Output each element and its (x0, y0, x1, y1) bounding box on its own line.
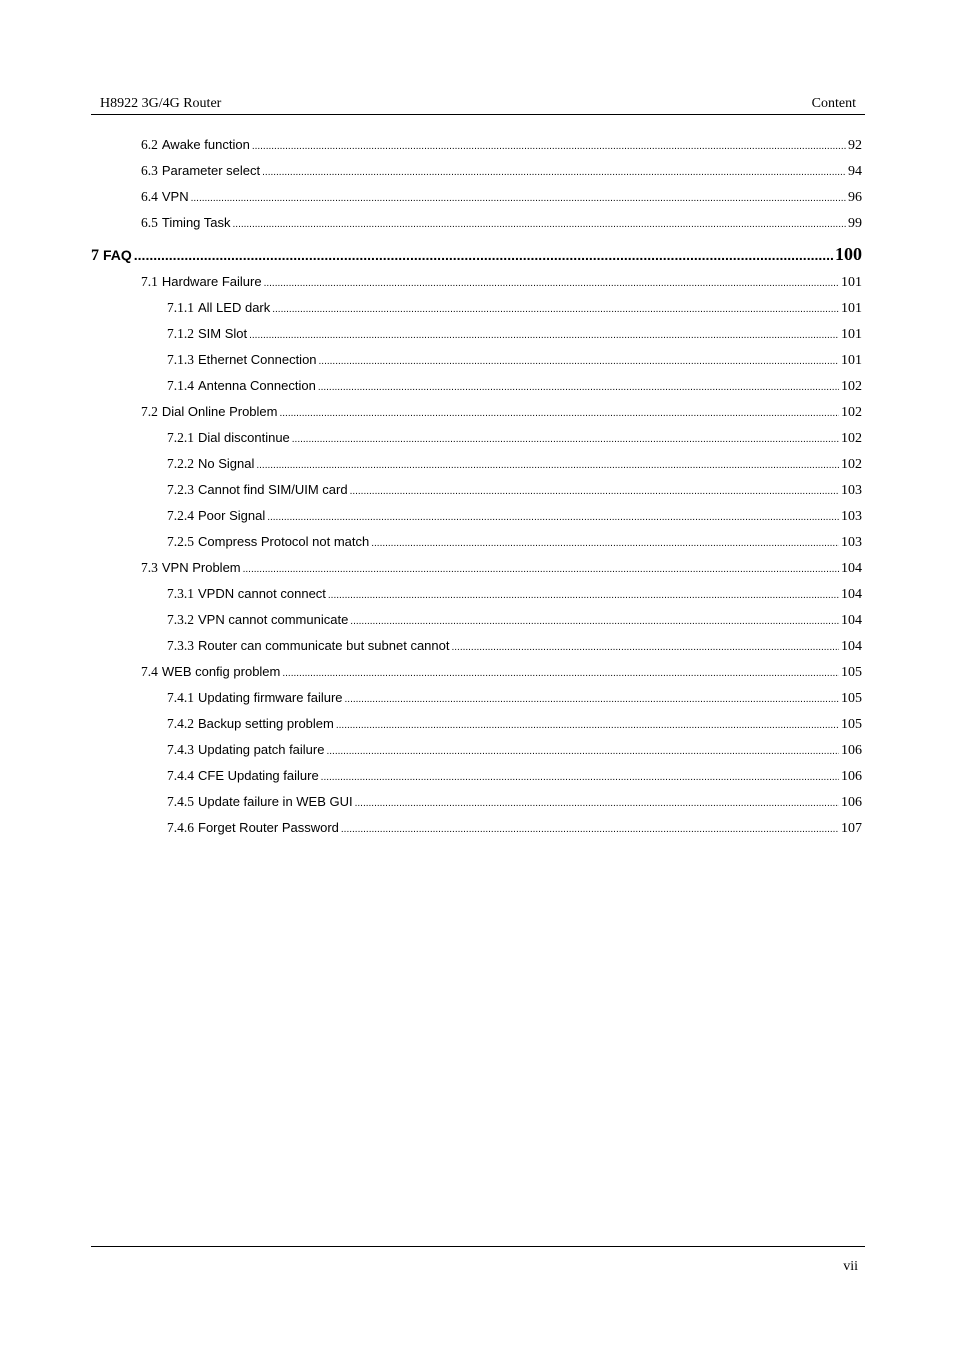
toc-dot-leader (282, 664, 839, 679)
toc-dot-leader (328, 586, 839, 601)
toc-dot-leader (264, 274, 839, 289)
toc-entry-page: 94 (848, 164, 862, 179)
toc-dot-leader (256, 456, 839, 471)
toc-entry-page: 102 (841, 405, 862, 420)
toc-entry-page: 102 (841, 431, 862, 446)
toc-entry[interactable] (167, 352, 862, 369)
toc-entry-page: 103 (841, 535, 862, 550)
toc-entry-title: VPN (161, 189, 189, 204)
toc-dot-leader (262, 163, 846, 178)
toc-entry-title: Hardware Failure (161, 274, 262, 289)
toc-entry[interactable] (167, 300, 862, 317)
toc-entry-page: 99 (848, 216, 862, 231)
toc-entry[interactable] (141, 189, 862, 206)
toc-entry-page: 103 (841, 509, 862, 524)
toc-entry-page: 103 (841, 483, 862, 498)
toc-entry[interactable] (167, 326, 862, 343)
toc-dot-leader (451, 638, 839, 653)
toc-entry-number: 6.2 (141, 137, 158, 152)
toc-entry[interactable] (141, 664, 862, 681)
toc-entry-page: 104 (841, 613, 862, 628)
toc-dot-leader (321, 768, 839, 783)
toc-entry-title: CFE Updating failure (198, 768, 319, 783)
toc-entry-number: 7.2.4 (167, 508, 194, 523)
toc-entry[interactable] (141, 404, 862, 421)
toc-entry[interactable] (167, 820, 862, 837)
toc-entry-page: 104 (841, 639, 862, 654)
toc-entry-number: 7.4.3 (167, 742, 194, 757)
toc-entry[interactable] (167, 586, 862, 603)
toc-entry-title: Poor Signal (198, 508, 266, 523)
toc-entry[interactable] (167, 794, 862, 811)
toc-dot-leader (355, 794, 839, 809)
toc-entry[interactable] (167, 534, 862, 551)
header-document-title: H8922 3G/4G Router (100, 96, 222, 111)
toc-entry-title: Cannot find SIM/UIM card (198, 482, 348, 497)
toc-dot-leader (341, 820, 839, 835)
toc-entry[interactable] (141, 163, 862, 180)
toc-entry-number: 7.4.4 (167, 768, 194, 783)
toc-dot-leader (249, 326, 839, 341)
toc-dot-leader (371, 534, 839, 549)
toc-entry-title: VPN cannot communicate (198, 612, 349, 627)
toc-dot-leader (233, 215, 846, 230)
toc-entry-number: 7.1.3 (167, 352, 194, 367)
toc-entry-page: 100 (835, 244, 862, 264)
toc-entry-title: FAQ (103, 247, 132, 263)
toc-entry-title: Antenna Connection (198, 378, 316, 393)
page-header (91, 96, 865, 115)
toc-entry-number: 7.1.1 (167, 300, 194, 315)
toc-entry[interactable] (141, 274, 862, 291)
toc-entry-page: 104 (841, 561, 862, 576)
toc-entry-title: VPN Problem (161, 560, 241, 575)
toc-entry[interactable] (167, 456, 862, 473)
toc-entry-title: Router can communicate but subnet cannot (198, 638, 450, 653)
toc-dot-leader (336, 716, 839, 731)
toc-entry-number: 7.4.6 (167, 820, 194, 835)
toc-entry-page: 101 (841, 301, 862, 316)
toc-entry[interactable] (167, 508, 862, 525)
toc-entry-page: 96 (848, 190, 862, 205)
toc-entry-number: 6.3 (141, 163, 158, 178)
toc-entry-title: Dial discontinue (198, 430, 290, 445)
toc-entry-page: 92 (848, 138, 862, 153)
toc-entry-number: 7.3.1 (167, 586, 194, 601)
toc-entry[interactable] (167, 690, 862, 707)
toc-entry-title: All LED dark (198, 300, 271, 315)
toc-entry[interactable] (167, 768, 862, 785)
toc-entry-number: 7.1 (141, 274, 158, 289)
toc-entry-title: Forget Router Password (198, 820, 339, 835)
toc-entry[interactable] (167, 378, 862, 395)
toc-dot-leader (267, 508, 839, 523)
footer-rule (91, 1246, 865, 1247)
toc-entry-title: Backup setting problem (198, 716, 334, 731)
toc-entry[interactable] (167, 638, 862, 655)
toc-entry-page: 102 (841, 457, 862, 472)
toc-entry-page: 106 (841, 769, 862, 784)
toc-entry-number: 7.4.2 (167, 716, 194, 731)
toc-entry-page: 105 (841, 665, 862, 680)
toc-entry[interactable] (167, 612, 862, 629)
toc-entry-page: 105 (841, 691, 862, 706)
toc-entry[interactable] (167, 716, 862, 733)
toc-entry-page: 106 (841, 743, 862, 758)
toc-entry-title: No Signal (198, 456, 255, 471)
toc-entry-number: 7.3 (141, 560, 158, 575)
toc-entry-number: 7.2.1 (167, 430, 194, 445)
toc-entry-number: 7.1.2 (167, 326, 194, 341)
toc-dot-leader (350, 612, 839, 627)
toc-entry-number: 7.4.1 (167, 690, 194, 705)
toc-entry-number: 7.3.2 (167, 612, 194, 627)
toc-entry-title: Dial Online Problem (161, 404, 278, 419)
toc-entry-title: Ethernet Connection (198, 352, 317, 367)
toc-entry-page: 104 (841, 587, 862, 602)
toc-dot-leader (279, 404, 839, 419)
toc-entry-number: 7.4.5 (167, 794, 194, 809)
toc-entry-title: Timing Task (161, 215, 231, 230)
toc-dot-leader (345, 690, 839, 705)
toc-entry-number: 7.2.5 (167, 534, 194, 549)
toc-entry-page: 105 (841, 717, 862, 732)
toc-entry[interactable] (167, 742, 862, 759)
toc-entry-title: VPDN cannot connect (198, 586, 326, 601)
page-number: vii (843, 1259, 858, 1274)
toc-entry[interactable] (167, 482, 862, 499)
toc-entry-number: 7.3.3 (167, 638, 194, 653)
toc-entry-title: WEB config problem (161, 664, 281, 679)
toc-dot-leader (272, 300, 839, 315)
toc-entry[interactable] (141, 215, 862, 232)
toc-entry-title: SIM Slot (198, 326, 248, 341)
toc-dot-leader (326, 742, 839, 757)
toc-entry-title: Parameter select (161, 163, 261, 178)
toc-entry-number: 6.4 (141, 189, 158, 204)
toc-entry-page: 107 (841, 821, 862, 836)
toc-entry-number: 7.1.4 (167, 378, 194, 393)
toc-entry-number: 7.2.3 (167, 482, 194, 497)
toc-entry[interactable] (141, 137, 862, 154)
toc-entry-page: 101 (841, 353, 862, 368)
toc-dot-leader (350, 482, 839, 497)
toc-dot-leader (318, 378, 839, 393)
toc-entry-title: Updating patch failure (198, 742, 325, 757)
toc-entry-number: 7.2 (141, 404, 158, 419)
toc-entry[interactable] (141, 560, 862, 577)
header-section-name: Content (811, 96, 856, 111)
toc-entry-page: 101 (841, 327, 862, 342)
toc-dot-leader (191, 189, 846, 204)
toc-entry-number: 7.4 (141, 664, 158, 679)
toc-entry[interactable] (167, 430, 862, 447)
toc-dot-leader (292, 430, 839, 445)
toc-entry-page: 106 (841, 795, 862, 810)
toc-dot-leader (252, 137, 846, 152)
toc-entry[interactable] (91, 244, 862, 265)
toc-entry-title: Update failure in WEB GUI (198, 794, 353, 809)
toc-entry-title: Awake function (161, 137, 250, 152)
toc-entry-title: Updating firmware failure (198, 690, 343, 705)
toc-entry-page: 102 (841, 379, 862, 394)
toc-entry-title: Compress Protocol not match (198, 534, 370, 549)
toc-dot-leader (319, 352, 839, 367)
toc-entry-page: 101 (841, 275, 862, 290)
toc-dot-leader (134, 247, 833, 263)
toc-entry-number: 7.2.2 (167, 456, 194, 471)
toc-entry-number: 6.5 (141, 215, 158, 230)
toc-entry-number: 7 (91, 247, 99, 264)
toc-dot-leader (243, 560, 839, 575)
